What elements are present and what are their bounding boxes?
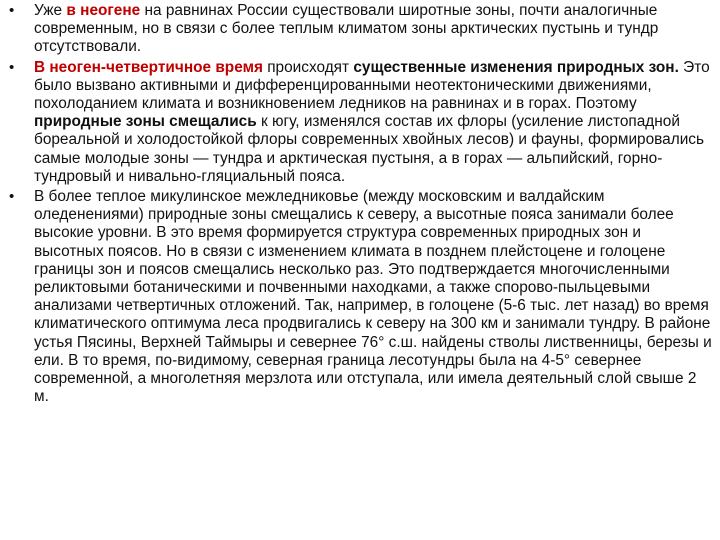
bold-text-run: существенные изменения природных зон. — [353, 58, 679, 76]
text-run: Уже — [34, 2, 67, 19]
bullet-item — [8, 2, 714, 57]
bullet-dot-icon: • — [9, 2, 15, 19]
highlight-text-run: в неогене — [66, 2, 141, 19]
text-run: на равнинах России существовали широтные зоны, почти аналогичные современным, но в связи с более теплым климатом зоны арктических пустынь и тундр отсутствовали. — [34, 2, 659, 56]
text-run: происходят — [262, 58, 354, 76]
text-run: В более теплое микулинское межледниковье (между московским и валдайским оледенениями) природные зоны смещались к северу, а высотные пояса занимали более высокие уровни. В это время формируется структура современных природных зон и высотных поясов. Но в связи с изменением климата в позднем плейстоцене и голоцене границы зон и поясов смещались несколько раз. Это подтверждается многочисленными реликтовыми ботаническими и почвенными находками, а также спорово-пыльцевыми анализами четвертичных отложений. Так, например, в голоцене (5-6 тыс. лет назад) во время климатического оптимума леса продвигались к северу на 300 км и занимали тундру. В районе устья Пясины, Верхней Таймыры и севернее 76° с.ш. найдены стволы лиственницы, березы и ели. В то время, по-видимому, северная граница лесотундры была на 4-5° севернее современной, а многолетняя мерзлота или отступала, или имела деятельный слой свыше 2 м. — [34, 188, 712, 406]
text-run: к югу, изменялся состав их флоры (усиление листопадной бореальной и холодостойкой флоры современных хвойных лесов) и фауны, формировались самые молодые зоны — тундра и арктическая пустыня, а в горах — альпийский, горно-тундровый и нивально-гляциальный пояса. — [34, 113, 705, 185]
bullet-item — [8, 188, 714, 406]
bullet-item — [8, 59, 714, 186]
highlight-text-run: В неоген-четвертичное время — [34, 58, 263, 76]
text-run: Это было вызвано активными и дифференцированными неотектоническими движениями, похолоданием климата и возникновением ледников на равнинах и в горах. Поэтому — [34, 58, 710, 113]
bullet-list — [8, 2, 714, 408]
bold-text-run: природные зоны смещались — [34, 113, 257, 131]
bullet-dot-icon: • — [9, 188, 15, 206]
bullet-dot-icon: • — [9, 58, 15, 76]
